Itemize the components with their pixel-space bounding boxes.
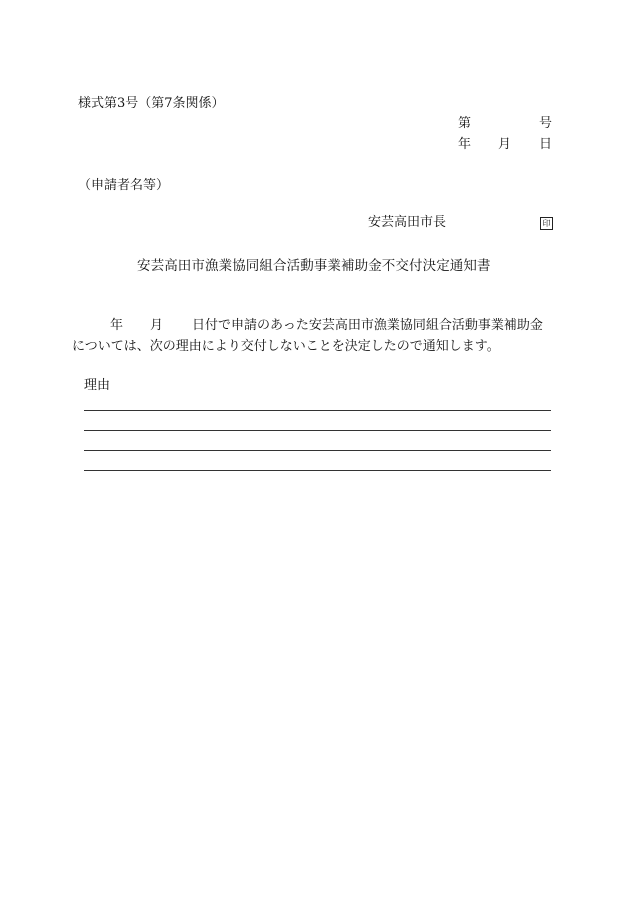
document-title: 安芸高田市漁業協同組合活動事業補助金不交付決定通知書 [137, 258, 491, 274]
form-number: 様式第3号（第7条関係） [78, 96, 225, 111]
issue-date-year: 年 [458, 137, 472, 152]
body-line-2: については、次の理由により交付しないことを決定したので通知します。 [72, 339, 500, 354]
seal-mark: 印 [540, 217, 553, 230]
reason-label: 理由 [84, 378, 111, 393]
body-month: 月 [150, 318, 164, 333]
body-line-1-text: 日付で申請のあった安芸高田市漁業協同組合活動事業補助金 [192, 318, 543, 333]
issue-date-month: 月 [498, 137, 512, 152]
body-year: 年 [110, 318, 124, 333]
reason-line [84, 410, 551, 411]
reason-line [84, 450, 551, 451]
reason-line [84, 430, 551, 431]
reason-line [84, 470, 551, 471]
mayor-name: 安芸高田市長 [368, 215, 447, 230]
applicant-label: （申請者名等） [78, 178, 170, 193]
issue-number-go: 号 [539, 116, 553, 131]
issue-date-day: 日 [539, 137, 553, 152]
issue-number-dai: 第 [458, 116, 472, 131]
